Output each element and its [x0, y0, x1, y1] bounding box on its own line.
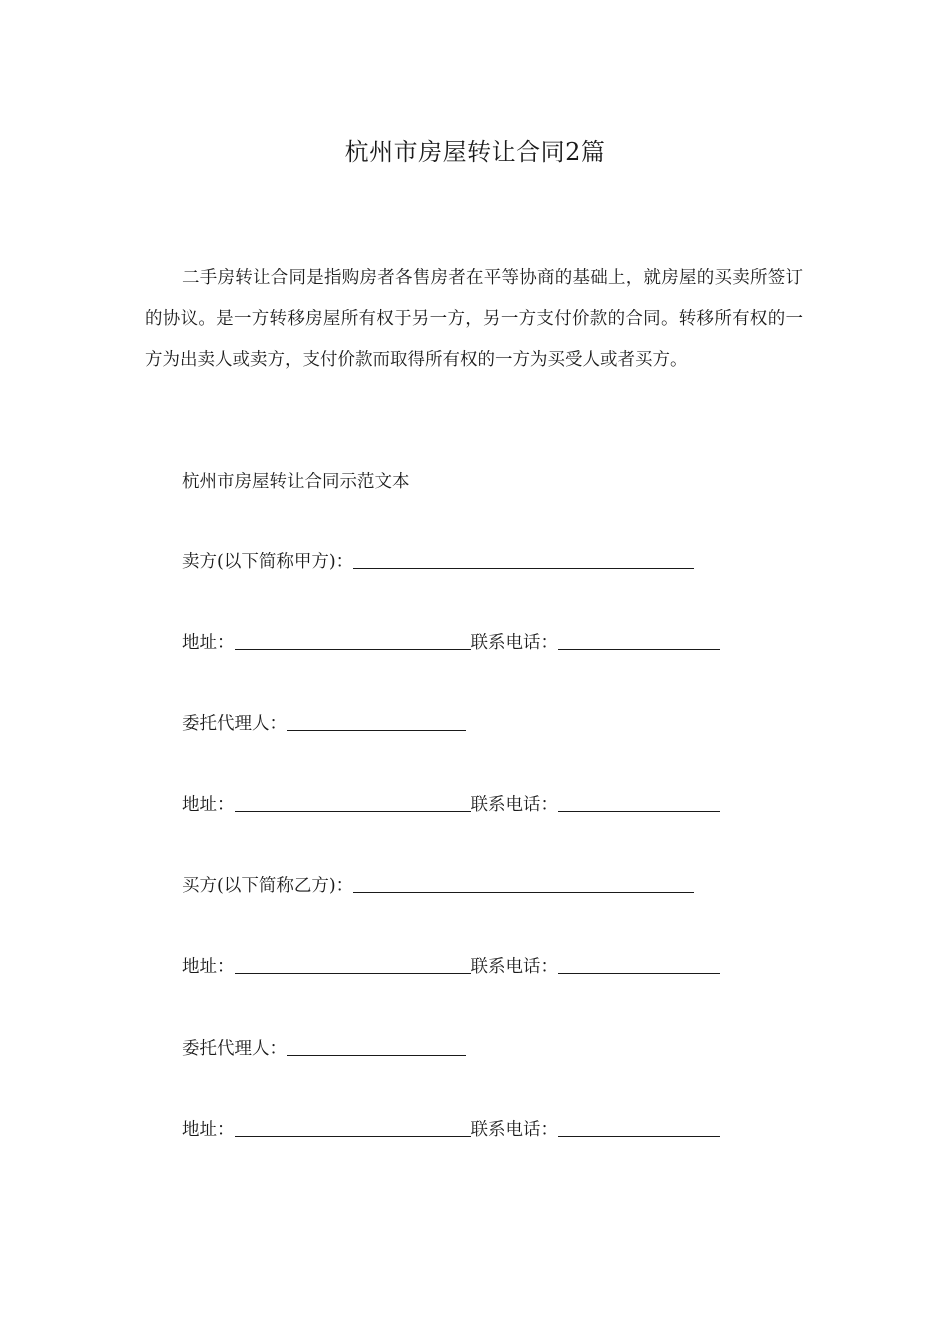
buyer-blank[interactable] [353, 891, 694, 893]
seller-row [182, 542, 694, 582]
seller-address-label: 地址： [182, 633, 235, 653]
seller-agent-phone-blank[interactable] [558, 810, 720, 812]
seller-blank[interactable] [353, 567, 694, 569]
seller-phone-label: 联系电话： [470, 633, 558, 653]
buyer-address-label: 地址： [182, 957, 235, 977]
seller-agent-row [182, 704, 466, 744]
seller-agent-address-blank[interactable] [235, 810, 471, 812]
seller-agent-blank[interactable] [287, 729, 466, 731]
buyer-agent-phone-blank[interactable] [558, 1135, 720, 1137]
buyer-address-blank[interactable] [235, 972, 471, 974]
seller-address-row [182, 623, 720, 663]
buyer-agent-blank[interactable] [287, 1054, 466, 1056]
buyer-agent-address-label: 地址： [182, 1120, 235, 1140]
document-title: 杭州市房屋转让合同2篇 [344, 138, 606, 166]
seller-agent-label: 委托代理人： [182, 714, 287, 734]
buyer-agent-address-blank[interactable] [235, 1135, 471, 1137]
buyer-agent-label: 委托代理人： [182, 1039, 287, 1059]
buyer-address-row [182, 947, 720, 987]
buyer-agent-row [182, 1029, 466, 1069]
buyer-agent-address-row [182, 1110, 720, 1150]
buyer-phone-label: 联系电话： [470, 957, 558, 977]
contract-subtitle: 杭州市房屋转让合同示范文本 [182, 472, 410, 492]
seller-agent-address-row [182, 785, 720, 825]
seller-address-blank[interactable] [235, 648, 471, 650]
buyer-agent-phone-label: 联系电话： [470, 1120, 558, 1140]
intro-paragraph: 二手房转让合同是指购房者各售房者在平等协商的基础上，就房屋的买卖所签订的协议。是一方转移房屋所有权于另一方，另一方支付价款的合同。转移所有权的一方为出卖人或卖方，支付价款而取得所有权的一方为买受人或者买方。 [145, 268, 803, 370]
seller-agent-address-label: 地址： [182, 795, 235, 815]
buyer-label: 买方(以下简称乙方)： [182, 876, 354, 896]
seller-agent-phone-label: 联系电话： [470, 795, 558, 815]
seller-label: 卖方(以下简称甲方)： [182, 552, 354, 572]
buyer-row [182, 866, 694, 906]
seller-phone-blank[interactable] [558, 648, 720, 650]
buyer-phone-blank[interactable] [558, 972, 720, 974]
